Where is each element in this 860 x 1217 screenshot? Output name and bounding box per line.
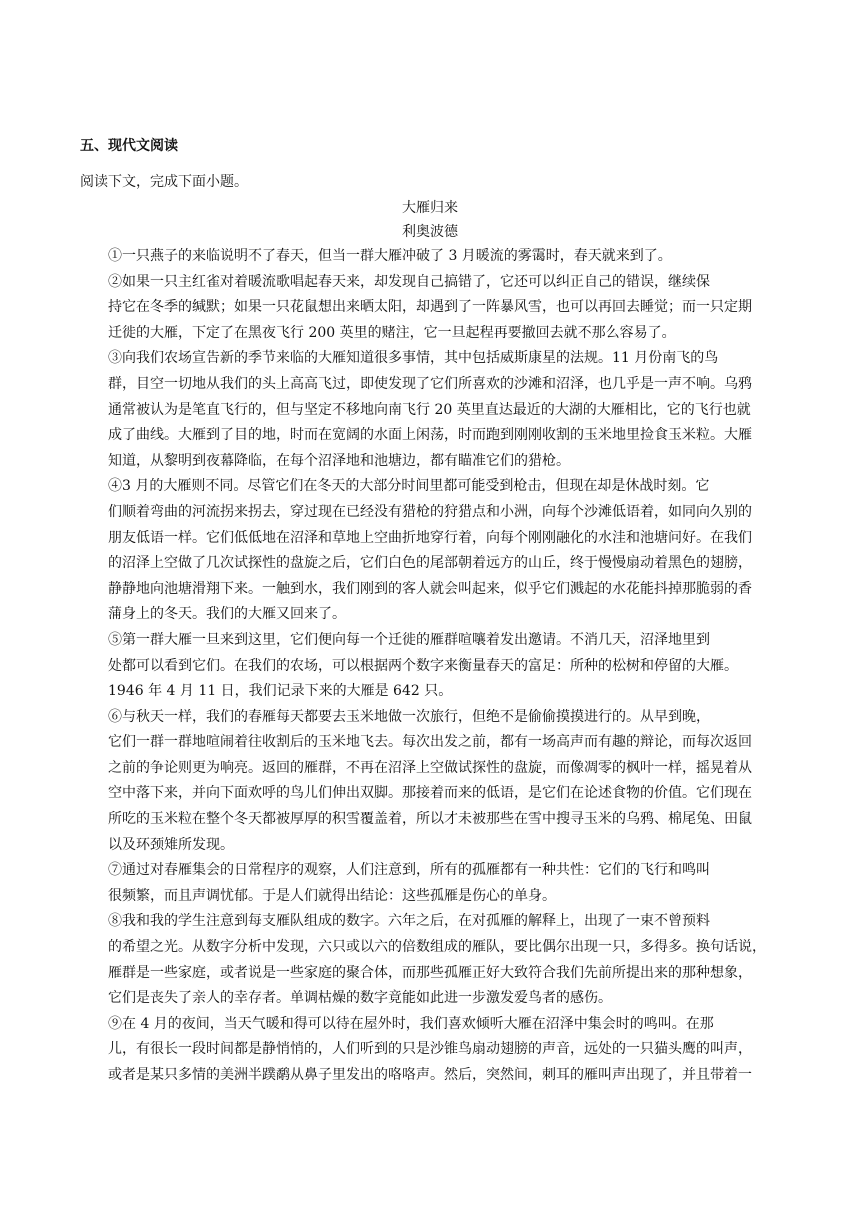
paragraph-line: 的希望之光。从数字分析中发现，六只或以六的倍数组成的雁队，要比偶尔出现一只，多得多。换句话说， [108,939,766,956]
paragraph-line: 朋友低语一样。它们低低地在沼泽和草地上空曲折地穿行着，向每个刚刚融化的水洼和池塘问好。在我们 [108,529,752,546]
article-body [80,244,782,1089]
paragraph-line: ⑤第一群大雁一旦来到这里，它们便向每一个迁徙的雁群喧嚷着发出邀请。不消几天，沼泽地里到 [108,631,710,648]
article-paragraph [80,244,782,270]
paragraph-line: 静静地向池塘滑翔下来。一触到水，我们刚到的客人就会叫起来，似乎它们溅起的水花能抖掉那脆弱的香 [108,580,752,597]
section-heading: 五、现代文阅读 [80,138,178,154]
paragraph-line: 1946 年 4 月 11 日，我们记录下来的大雁是 642 只。 [108,683,453,700]
paragraph-line: 雁群是一些家庭，或者说是一些家庭的聚合体，而那些孤雁正好大致符合我们先前所提出来的那种想象， [108,964,752,981]
paragraph-line: 知道，从黎明到夜幕降临，在每个沼泽地和池塘边，都有瞄准它们的猎枪。 [108,452,570,469]
paragraph-line: 处都可以看到它们。在我们的农场，可以根据两个数字来衡量春天的富足：所种的松树和停留的大雁。 [108,657,738,674]
article-paragraph [80,858,782,909]
article-title: 大雁归来 [402,200,458,216]
paragraph-line: 蒲身上的冬天。我们的大雁又回来了。 [108,606,346,623]
paragraph-line: 以及环颈雉所发现。 [108,836,234,853]
paragraph-line: 很频繁，而且声调忧郁。于是人们就得出结论：这些孤雁是伤心的单身。 [108,887,556,904]
paragraph-line: 儿，有很长一段时间都是静悄悄的，人们听到的只是沙锥鸟扇动翅膀的声音，远处的一只猫头鹰的叫声， [108,1041,752,1058]
article-paragraph [80,628,782,705]
reading-instruction: 阅读下文，完成下面小题。 [80,174,248,190]
paragraph-line: ①一只燕子的来临说明不了春天，但当一群大雁冲破了 3 月暖流的雾霭时，春天就来到了。 [108,248,672,264]
paragraph-line: ③向我们农场宣告新的季节来临的大雁知道很多事情，其中包括威斯康星的法规。11 月份南飞的鸟 [108,350,719,367]
article-paragraph [80,270,782,347]
paragraph-line: 空中落下来，并向下面欢呼的鸟儿们伸出双脚。那接着而来的低语，是它们在论述食物的价值。它们现在 [108,785,752,802]
paragraph-line: ②如果一只主红雀对着暖流歌唱起春天来，却发现自己搞错了，它还可以纠正自己的错误，继续保 [108,273,710,290]
article-paragraph [80,909,782,1011]
paragraph-line: 之前的争论则更为响亮。返回的雁群，不再在沼泽上空做试探性的盘旋，而像凋零的枫叶一样，摇晃着从 [108,759,752,776]
paragraph-line: 群，目空一切地从我们的头上高高飞过，即使发现了它们所喜欢的沙滩和沼泽，也几乎是一声不响。乌鸦 [108,375,752,392]
article-paragraph [80,705,782,859]
article-paragraph [80,346,782,474]
paragraph-line: ⑦通过对春雁集会的日常程序的观察，人们注意到，所有的孤雁都有一种共性：它们的飞行和鸣叫 [108,862,710,879]
paragraph-line: 们顺着弯曲的河流拐来拐去，穿过现在已经没有猎枪的狩猎点和小洲，向每个沙滩低语着，如同向久别的 [108,503,752,520]
paragraph-line: 或者是某只多情的美洲半蹼鹬从鼻子里发出的咯咯声。然后，突然间，刺耳的雁叫声出现了，并且带着一 [108,1067,752,1083]
paragraph-line: 成了曲线。大雁到了目的地，时而在宽阔的水面上闲荡，时而跑到刚刚收割的玉米地里捡食玉米粒。大雁 [108,427,752,444]
paragraph-line: 迁徙的大雁，下定了在黑夜飞行 200 英里的赌注，它一旦起程再要撤回去就不那么容易了。 [108,324,676,341]
paragraph-line: 通常被认为是笔直飞行的，但与坚定不移地向南飞行 20 英里直达最近的大湖的大雁相比，它的飞行也就 [108,401,751,418]
paragraph-line: ⑧我和我的学生注意到每支雁队组成的数字。六年之后，在对孤雁的解释上，出现了一束不曾预料 [108,913,710,930]
paragraph-line: ⑨在 4 月的夜间，当天气暖和得可以待在屋外时，我们喜欢倾听大雁在沼泽中集会时的鸣叫。在那 [108,1015,714,1032]
paragraph-line: 的沼泽上空做了几次试探性的盘旋之后，它们白色的尾部朝着远方的山丘，终于慢慢扇动着黑色的翅膀， [108,555,752,572]
paragraph-line: 它们是丧失了亲人的幸存者。单调枯燥的数字竟能如此进一步激发爱鸟者的感伤。 [108,990,612,1007]
paragraph-line: ⑥与秋天一样，我们的春雁每天都要去玉米地做一次旅行，但绝不是偷偷摸摸进行的。从早到晚， [108,708,710,725]
paragraph-line: ④3 月的大雁则不同。尽管它们在冬天的大部分时间里都可能受到枪击，但现在却是休战时刻。它 [108,478,710,495]
article-author: 利奥波德 [402,224,458,240]
paragraph-line: 它们一群一群地喧闹着往收割后的玉米地飞去。每次出发之前，都有一场高声而有趣的辩论，而每次返回 [108,734,752,751]
paragraph-line: 所吃的玉米粒在整个冬天都被厚厚的积雪覆盖着，所以才未被那些在雪中搜寻玉米的乌鸦、棉尾兔、田鼠 [108,811,752,828]
paragraph-line: 持它在冬季的缄默；如果一只花鼠想出来晒太阳，却遇到了一阵暴风雪，也可以再回去睡觉；而一只定期 [108,299,752,316]
article-paragraph [80,474,782,628]
article-paragraph [80,1012,782,1089]
